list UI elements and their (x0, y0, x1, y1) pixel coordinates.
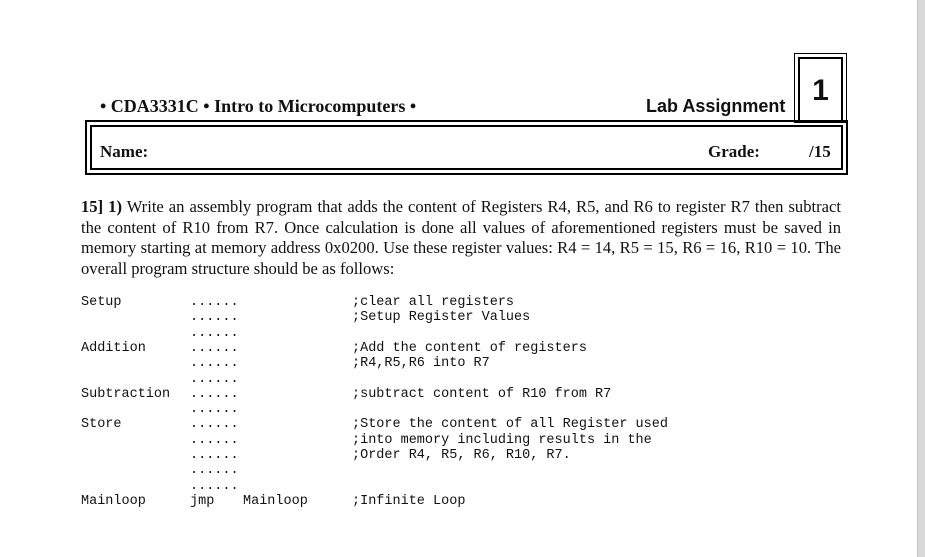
lab-assignment-title: Lab Assignment (646, 96, 786, 116)
code-comment: ;subtract content of R10 from R7 (352, 387, 612, 402)
question-number: 1) (108, 197, 122, 216)
jmp-target: Mainloop (243, 494, 308, 509)
code-dots: ...... (190, 463, 239, 478)
question-points: 15] (81, 197, 104, 216)
code-comment: ;Add the content of registers (352, 341, 587, 356)
code-dots: ...... (190, 326, 239, 341)
lab-number-box (794, 53, 847, 123)
code-dots: ...... (190, 448, 239, 463)
code-dots: ...... (190, 479, 239, 494)
label-subtraction: Subtraction (81, 387, 171, 402)
code-comment: ;clear all registers (352, 295, 515, 310)
code-comment: ;Order R4, R5, R6, R10, R7. (352, 448, 571, 463)
label-mainloop: Mainloop (81, 494, 146, 509)
grade-label: Grade: (708, 142, 760, 161)
label-store: Store (81, 417, 122, 432)
code-dots: ...... (190, 295, 239, 310)
question-body: Write an assembly program that adds the content of Registers R4, R5, and R6 to register R7 then subtract the content of R10 from R7. Once calculation is done all values of aforementioned registers must be saved in memory starting at memory address 0x0200. Use these register values: R4 = 14, R5 = 15, R6 = 16, R10 = 10. The overall program structure should be as follows: (81, 197, 841, 279)
code-dots: ...... (190, 402, 239, 417)
code-dots: ...... (190, 372, 239, 387)
name-label: Name: (100, 142, 149, 161)
grade-max: /15 (809, 142, 831, 161)
code-comment: ;R4,R5,R6 into R7 (352, 356, 490, 371)
code-dots: ...... (190, 356, 239, 371)
code-comment: ;Infinite Loop (352, 494, 466, 509)
code-comment: ;Setup Register Values (352, 310, 531, 325)
lab-number: 1 (798, 57, 843, 122)
course-title: • CDA3331C • Intro to Microcomputers • (100, 96, 417, 116)
label-addition: Addition (81, 341, 146, 356)
jmp-instruction: jmp (190, 494, 215, 509)
code-dots: ...... (190, 341, 239, 356)
code-dots: ...... (190, 387, 239, 402)
code-dots: ...... (190, 310, 239, 325)
code-dots: ...... (190, 417, 239, 432)
label-setup: Setup (81, 295, 122, 310)
code-comment: ;Store the content of all Register used (352, 417, 668, 432)
code-comment: ;into memory including results in the (352, 433, 652, 448)
code-dots: ...... (190, 433, 239, 448)
question-text (81, 197, 841, 280)
window-right-border (917, 0, 925, 557)
